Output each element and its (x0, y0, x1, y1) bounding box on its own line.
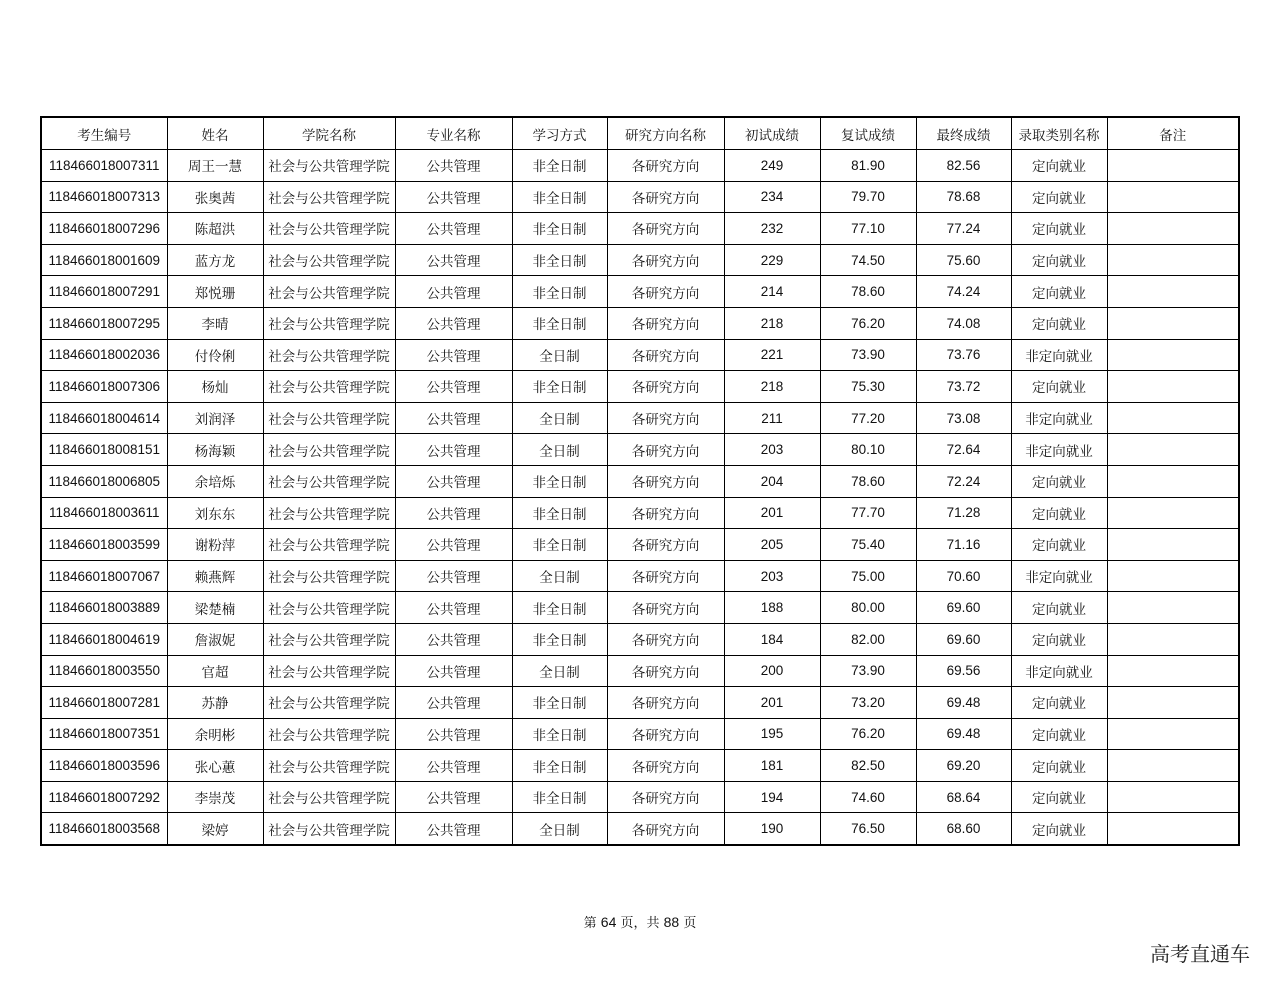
cell-initial-score: 229 (724, 244, 820, 276)
cell-final-score: 68.64 (916, 781, 1011, 813)
cell-initial-score: 203 (724, 434, 820, 466)
cell-retest-score: 76.20 (820, 718, 916, 750)
cell-admission-type: 定向就业 (1011, 181, 1107, 213)
cell-initial-score: 204 (724, 465, 820, 497)
cell-retest-score: 80.00 (820, 592, 916, 624)
cell-study-mode: 非全日制 (512, 307, 607, 339)
cell-major: 公共管理 (395, 402, 512, 434)
table-row (41, 434, 1239, 466)
header-research-direction: 研究方向名称 (607, 117, 724, 150)
cell-study-mode: 非全日制 (512, 718, 607, 750)
cell-research-direction: 各研究方向 (607, 497, 724, 529)
cell-candidate-id: 118466018003611 (41, 497, 167, 529)
cell-candidate-id: 118466018001609 (41, 244, 167, 276)
cell-college: 社会与公共管理学院 (263, 687, 395, 719)
cell-admission-type: 定向就业 (1011, 623, 1107, 655)
cell-retest-score: 77.70 (820, 497, 916, 529)
cell-admission-type: 定向就业 (1011, 781, 1107, 813)
cell-major: 公共管理 (395, 655, 512, 687)
cell-study-mode: 非全日制 (512, 623, 607, 655)
cell-college: 社会与公共管理学院 (263, 592, 395, 624)
cell-candidate-id: 118466018007295 (41, 307, 167, 339)
cell-research-direction: 各研究方向 (607, 307, 724, 339)
cell-retest-score: 75.30 (820, 371, 916, 403)
cell-admission-type: 非定向就业 (1011, 434, 1107, 466)
cell-final-score: 71.28 (916, 497, 1011, 529)
cell-study-mode: 非全日制 (512, 465, 607, 497)
cell-retest-score: 73.90 (820, 655, 916, 687)
cell-initial-score: 200 (724, 655, 820, 687)
table-row (41, 813, 1239, 845)
cell-remarks (1107, 181, 1239, 213)
cell-retest-score: 76.20 (820, 307, 916, 339)
cell-study-mode: 非全日制 (512, 181, 607, 213)
cell-study-mode: 非全日制 (512, 276, 607, 308)
footer-middle: 页，共 (616, 916, 664, 931)
header-final-score: 最终成绩 (916, 117, 1011, 150)
cell-remarks (1107, 781, 1239, 813)
cell-college: 社会与公共管理学院 (263, 150, 395, 182)
cell-remarks (1107, 434, 1239, 466)
cell-admission-type: 定向就业 (1011, 529, 1107, 561)
cell-candidate-id: 118466018007281 (41, 687, 167, 719)
table-row (41, 339, 1239, 371)
footer-prefix: 第 (583, 916, 601, 931)
cell-research-direction: 各研究方向 (607, 687, 724, 719)
cell-initial-score: 234 (724, 181, 820, 213)
cell-college: 社会与公共管理学院 (263, 781, 395, 813)
cell-admission-type: 定向就业 (1011, 307, 1107, 339)
cell-college: 社会与公共管理学院 (263, 181, 395, 213)
cell-candidate-id: 118466018003596 (41, 750, 167, 782)
cell-name: 詹淑妮 (167, 623, 263, 655)
cell-study-mode: 全日制 (512, 339, 607, 371)
header-retest-score: 复试成绩 (820, 117, 916, 150)
cell-study-mode: 非全日制 (512, 497, 607, 529)
cell-name: 蓝方龙 (167, 244, 263, 276)
cell-retest-score: 82.50 (820, 750, 916, 782)
table-row (41, 781, 1239, 813)
cell-retest-score: 75.40 (820, 529, 916, 561)
cell-major: 公共管理 (395, 813, 512, 845)
cell-study-mode: 非全日制 (512, 371, 607, 403)
cell-candidate-id: 118466018008151 (41, 434, 167, 466)
cell-major: 公共管理 (395, 276, 512, 308)
table-row (41, 402, 1239, 434)
cell-name: 张奥茜 (167, 181, 263, 213)
cell-major: 公共管理 (395, 371, 512, 403)
cell-name: 梁楚楠 (167, 592, 263, 624)
table-row (41, 687, 1239, 719)
cell-admission-type: 定向就业 (1011, 592, 1107, 624)
cell-name: 郑悦珊 (167, 276, 263, 308)
cell-study-mode: 非全日制 (512, 592, 607, 624)
table-row (41, 529, 1239, 561)
cell-final-score: 78.68 (916, 181, 1011, 213)
cell-initial-score: 195 (724, 718, 820, 750)
cell-research-direction: 各研究方向 (607, 150, 724, 182)
cell-initial-score: 218 (724, 371, 820, 403)
cell-name: 李崇茂 (167, 781, 263, 813)
cell-retest-score: 78.60 (820, 465, 916, 497)
cell-name: 刘润泽 (167, 402, 263, 434)
cell-admission-type: 非定向就业 (1011, 655, 1107, 687)
cell-initial-score: 211 (724, 402, 820, 434)
cell-research-direction: 各研究方向 (607, 813, 724, 845)
cell-admission-type: 定向就业 (1011, 371, 1107, 403)
cell-candidate-id: 118466018006805 (41, 465, 167, 497)
cell-research-direction: 各研究方向 (607, 402, 724, 434)
cell-candidate-id: 118466018003889 (41, 592, 167, 624)
cell-remarks (1107, 213, 1239, 245)
cell-research-direction: 各研究方向 (607, 244, 724, 276)
cell-retest-score: 75.00 (820, 560, 916, 592)
cell-remarks (1107, 718, 1239, 750)
cell-major: 公共管理 (395, 150, 512, 182)
cell-major: 公共管理 (395, 592, 512, 624)
cell-initial-score: 203 (724, 560, 820, 592)
cell-research-direction: 各研究方向 (607, 276, 724, 308)
cell-candidate-id: 118466018004614 (41, 402, 167, 434)
cell-college: 社会与公共管理学院 (263, 307, 395, 339)
cell-retest-score: 81.90 (820, 150, 916, 182)
cell-name: 余培烁 (167, 465, 263, 497)
cell-remarks (1107, 529, 1239, 561)
cell-name: 张心蕙 (167, 750, 263, 782)
page-footer (0, 912, 1280, 931)
header-college: 学院名称 (263, 117, 395, 150)
cell-remarks (1107, 244, 1239, 276)
cell-final-score: 77.24 (916, 213, 1011, 245)
cell-name: 付伶俐 (167, 339, 263, 371)
cell-candidate-id: 118466018003550 (41, 655, 167, 687)
cell-final-score: 68.60 (916, 813, 1011, 845)
cell-initial-score: 249 (724, 150, 820, 182)
cell-research-direction: 各研究方向 (607, 529, 724, 561)
cell-retest-score: 78.60 (820, 276, 916, 308)
cell-final-score: 75.60 (916, 244, 1011, 276)
cell-final-score: 71.16 (916, 529, 1011, 561)
cell-initial-score: 218 (724, 307, 820, 339)
table-row (41, 181, 1239, 213)
cell-name: 杨灿 (167, 371, 263, 403)
cell-candidate-id: 118466018007291 (41, 276, 167, 308)
cell-name: 刘东东 (167, 497, 263, 529)
cell-remarks (1107, 560, 1239, 592)
cell-study-mode: 非全日制 (512, 244, 607, 276)
cell-retest-score: 73.20 (820, 687, 916, 719)
header-study-mode: 学习方式 (512, 117, 607, 150)
cell-remarks (1107, 655, 1239, 687)
cell-major: 公共管理 (395, 181, 512, 213)
cell-retest-score: 73.90 (820, 339, 916, 371)
cell-college: 社会与公共管理学院 (263, 339, 395, 371)
cell-retest-score: 74.50 (820, 244, 916, 276)
cell-major: 公共管理 (395, 781, 512, 813)
cell-admission-type: 定向就业 (1011, 150, 1107, 182)
cell-major: 公共管理 (395, 307, 512, 339)
cell-college: 社会与公共管理学院 (263, 813, 395, 845)
cell-name: 余明彬 (167, 718, 263, 750)
cell-remarks (1107, 339, 1239, 371)
cell-name: 陈超洪 (167, 213, 263, 245)
cell-name: 杨海颖 (167, 434, 263, 466)
total-page-count: 88 (663, 914, 680, 930)
current-page-number: 64 (600, 914, 617, 930)
cell-admission-type: 定向就业 (1011, 276, 1107, 308)
table-row (41, 150, 1239, 182)
cell-final-score: 69.60 (916, 623, 1011, 655)
header-row (41, 117, 1239, 150)
header-major: 专业名称 (395, 117, 512, 150)
cell-name: 李晴 (167, 307, 263, 339)
cell-research-direction: 各研究方向 (607, 465, 724, 497)
cell-major: 公共管理 (395, 750, 512, 782)
cell-remarks (1107, 402, 1239, 434)
cell-major: 公共管理 (395, 529, 512, 561)
cell-candidate-id: 118466018007067 (41, 560, 167, 592)
table-row (41, 655, 1239, 687)
cell-initial-score: 221 (724, 339, 820, 371)
table-row (41, 371, 1239, 403)
cell-candidate-id: 118466018007306 (41, 371, 167, 403)
cell-research-direction: 各研究方向 (607, 592, 724, 624)
cell-major: 公共管理 (395, 497, 512, 529)
cell-initial-score: 205 (724, 529, 820, 561)
cell-study-mode: 非全日制 (512, 687, 607, 719)
cell-remarks (1107, 150, 1239, 182)
table-row (41, 592, 1239, 624)
cell-college: 社会与公共管理学院 (263, 718, 395, 750)
cell-study-mode: 非全日制 (512, 529, 607, 561)
cell-admission-type: 定向就业 (1011, 718, 1107, 750)
cell-study-mode: 全日制 (512, 402, 607, 434)
cell-candidate-id: 118466018002036 (41, 339, 167, 371)
header-initial-score: 初试成绩 (724, 117, 820, 150)
cell-study-mode: 全日制 (512, 560, 607, 592)
cell-initial-score: 232 (724, 213, 820, 245)
cell-major: 公共管理 (395, 465, 512, 497)
cell-admission-type: 定向就业 (1011, 813, 1107, 845)
table-row (41, 465, 1239, 497)
cell-candidate-id: 118466018007351 (41, 718, 167, 750)
cell-study-mode: 全日制 (512, 813, 607, 845)
cell-research-direction: 各研究方向 (607, 560, 724, 592)
cell-major: 公共管理 (395, 687, 512, 719)
cell-final-score: 73.08 (916, 402, 1011, 434)
table-row (41, 623, 1239, 655)
cell-initial-score: 184 (724, 623, 820, 655)
cell-remarks (1107, 750, 1239, 782)
cell-initial-score: 190 (724, 813, 820, 845)
cell-admission-type: 定向就业 (1011, 497, 1107, 529)
cell-remarks (1107, 371, 1239, 403)
cell-study-mode: 非全日制 (512, 781, 607, 813)
cell-research-direction: 各研究方向 (607, 181, 724, 213)
cell-study-mode: 非全日制 (512, 213, 607, 245)
cell-final-score: 73.76 (916, 339, 1011, 371)
cell-study-mode: 全日制 (512, 434, 607, 466)
cell-final-score: 82.56 (916, 150, 1011, 182)
cell-candidate-id: 118466018007292 (41, 781, 167, 813)
cell-college: 社会与公共管理学院 (263, 371, 395, 403)
cell-admission-type: 定向就业 (1011, 750, 1107, 782)
cell-admission-type: 非定向就业 (1011, 560, 1107, 592)
cell-study-mode: 全日制 (512, 655, 607, 687)
cell-college: 社会与公共管理学院 (263, 402, 395, 434)
cell-final-score: 72.64 (916, 434, 1011, 466)
cell-name: 梁婷 (167, 813, 263, 845)
cell-major: 公共管理 (395, 718, 512, 750)
cell-admission-type: 定向就业 (1011, 213, 1107, 245)
cell-retest-score: 76.50 (820, 813, 916, 845)
table-row (41, 718, 1239, 750)
table-row (41, 560, 1239, 592)
cell-remarks (1107, 307, 1239, 339)
cell-remarks (1107, 687, 1239, 719)
cell-initial-score: 201 (724, 687, 820, 719)
cell-major: 公共管理 (395, 213, 512, 245)
table-row (41, 276, 1239, 308)
cell-candidate-id: 118466018003599 (41, 529, 167, 561)
cell-college: 社会与公共管理学院 (263, 750, 395, 782)
cell-college: 社会与公共管理学院 (263, 465, 395, 497)
cell-college: 社会与公共管理学院 (263, 655, 395, 687)
cell-remarks (1107, 497, 1239, 529)
cell-retest-score: 74.60 (820, 781, 916, 813)
cell-candidate-id: 118466018003568 (41, 813, 167, 845)
cell-name: 谢粉萍 (167, 529, 263, 561)
cell-retest-score: 77.10 (820, 213, 916, 245)
cell-remarks (1107, 592, 1239, 624)
cell-college: 社会与公共管理学院 (263, 213, 395, 245)
cell-college: 社会与公共管理学院 (263, 244, 395, 276)
cell-research-direction: 各研究方向 (607, 339, 724, 371)
cell-college: 社会与公共管理学院 (263, 529, 395, 561)
cell-remarks (1107, 276, 1239, 308)
cell-college: 社会与公共管理学院 (263, 276, 395, 308)
header-remarks: 备注 (1107, 117, 1239, 150)
cell-college: 社会与公共管理学院 (263, 560, 395, 592)
cell-initial-score: 181 (724, 750, 820, 782)
cell-candidate-id: 118466018007296 (41, 213, 167, 245)
cell-retest-score: 77.20 (820, 402, 916, 434)
cell-retest-score: 80.10 (820, 434, 916, 466)
admission-table (40, 116, 1240, 846)
cell-final-score: 69.56 (916, 655, 1011, 687)
table-row (41, 213, 1239, 245)
cell-initial-score: 214 (724, 276, 820, 308)
header-name: 姓名 (167, 117, 263, 150)
cell-study-mode: 非全日制 (512, 150, 607, 182)
cell-name: 苏静 (167, 687, 263, 719)
cell-name: 周王一慧 (167, 150, 263, 182)
cell-admission-type: 定向就业 (1011, 244, 1107, 276)
cell-final-score: 69.60 (916, 592, 1011, 624)
cell-research-direction: 各研究方向 (607, 623, 724, 655)
cell-final-score: 74.08 (916, 307, 1011, 339)
cell-research-direction: 各研究方向 (607, 750, 724, 782)
cell-name: 赖燕辉 (167, 560, 263, 592)
cell-college: 社会与公共管理学院 (263, 434, 395, 466)
cell-remarks (1107, 465, 1239, 497)
cell-remarks (1107, 813, 1239, 845)
watermark: 高考直通车 (1150, 942, 1250, 966)
cell-major: 公共管理 (395, 339, 512, 371)
cell-candidate-id: 118466018007313 (41, 181, 167, 213)
cell-final-score: 72.24 (916, 465, 1011, 497)
cell-major: 公共管理 (395, 434, 512, 466)
cell-college: 社会与公共管理学院 (263, 623, 395, 655)
cell-research-direction: 各研究方向 (607, 434, 724, 466)
cell-initial-score: 201 (724, 497, 820, 529)
cell-college: 社会与公共管理学院 (263, 497, 395, 529)
cell-research-direction: 各研究方向 (607, 781, 724, 813)
cell-research-direction: 各研究方向 (607, 371, 724, 403)
cell-final-score: 73.72 (916, 371, 1011, 403)
cell-retest-score: 82.00 (820, 623, 916, 655)
cell-research-direction: 各研究方向 (607, 213, 724, 245)
table-row (41, 244, 1239, 276)
cell-study-mode: 非全日制 (512, 750, 607, 782)
cell-final-score: 69.48 (916, 718, 1011, 750)
table-row (41, 307, 1239, 339)
cell-initial-score: 188 (724, 592, 820, 624)
cell-major: 公共管理 (395, 623, 512, 655)
cell-major: 公共管理 (395, 244, 512, 276)
cell-final-score: 70.60 (916, 560, 1011, 592)
cell-initial-score: 194 (724, 781, 820, 813)
header-candidate-id: 考生编号 (41, 117, 167, 150)
cell-final-score: 74.24 (916, 276, 1011, 308)
table-row (41, 497, 1239, 529)
cell-candidate-id: 118466018004619 (41, 623, 167, 655)
cell-remarks (1107, 623, 1239, 655)
footer-suffix: 页 (679, 916, 697, 931)
cell-admission-type: 非定向就业 (1011, 402, 1107, 434)
cell-major: 公共管理 (395, 560, 512, 592)
cell-admission-type: 非定向就业 (1011, 339, 1107, 371)
header-admission-type: 录取类别名称 (1011, 117, 1107, 150)
cell-final-score: 69.20 (916, 750, 1011, 782)
cell-admission-type: 定向就业 (1011, 465, 1107, 497)
cell-research-direction: 各研究方向 (607, 718, 724, 750)
cell-admission-type: 定向就业 (1011, 687, 1107, 719)
cell-name: 官超 (167, 655, 263, 687)
cell-final-score: 69.48 (916, 687, 1011, 719)
cell-research-direction: 各研究方向 (607, 655, 724, 687)
table-row (41, 750, 1239, 782)
cell-retest-score: 79.70 (820, 181, 916, 213)
cell-candidate-id: 118466018007311 (41, 150, 167, 182)
